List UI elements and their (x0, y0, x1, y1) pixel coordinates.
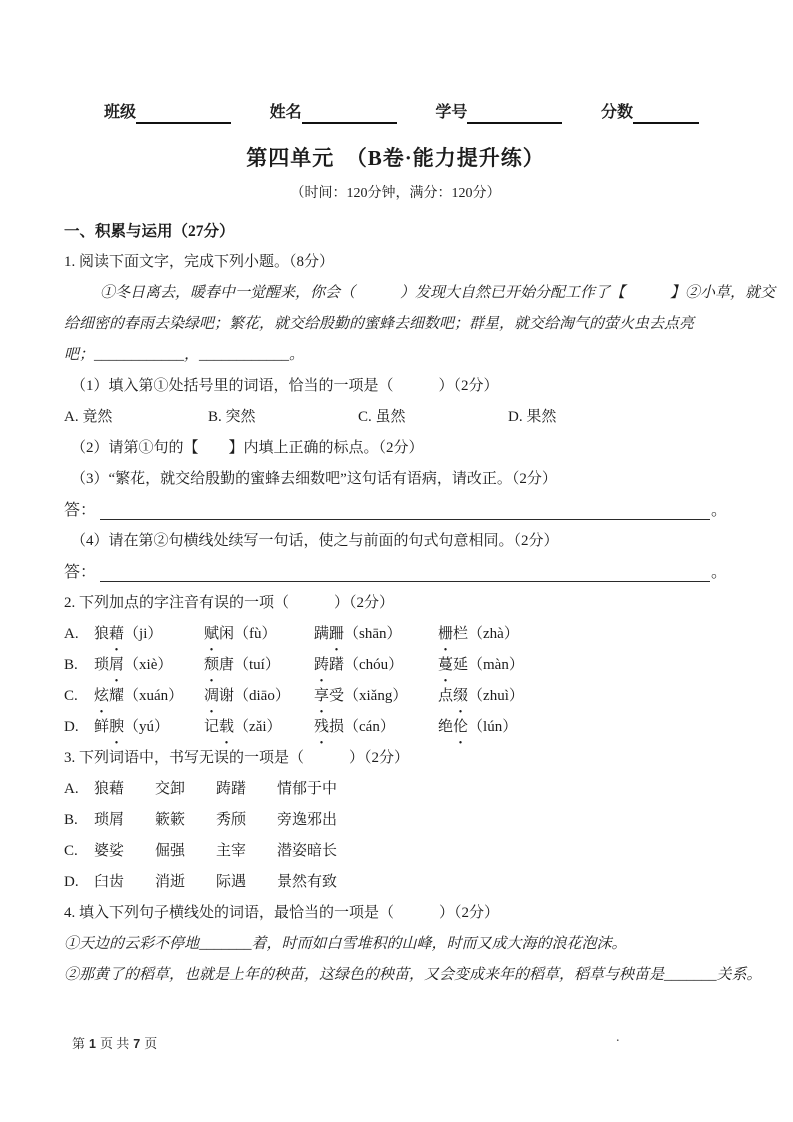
pinyin-item (438, 650, 524, 681)
footer-prefix: 第 (72, 1036, 86, 1051)
q1-passage-line-2: 给细密的春雨去染绿吧；繁花，就交给殷勤的蜜蜂去细数吧；群星，就交给淘气的萤火虫去点亮 (64, 316, 695, 332)
field-class (104, 98, 231, 124)
footer-total-pages: 7 (133, 1037, 141, 1051)
pinyin-text: 栏（zhà） (453, 626, 519, 642)
word-item: 情郁于中 (277, 781, 338, 797)
word-item: 主宰 (216, 843, 247, 859)
pinyin-item (314, 681, 438, 712)
field-name (270, 98, 397, 124)
q1-sub1-options (64, 402, 727, 433)
pinyin-text: （zhuì） (468, 688, 524, 704)
word-item: 倔强 (155, 843, 186, 859)
option-key: A. (64, 626, 79, 642)
page-title: 第四单元 （B卷·能力提升练） (246, 146, 545, 170)
pinyin-item (314, 619, 438, 650)
pinyin-text: 躇（chóu） (329, 657, 404, 673)
q3-option-row-c (64, 836, 727, 867)
stray-dot-mark: . (616, 1030, 620, 1045)
field-student-id-label: 学号 (435, 104, 468, 121)
dotted-char: 腴 (109, 719, 125, 735)
word-item: 潜姿暗长 (277, 843, 338, 859)
plain-char: 点 (438, 688, 454, 704)
dotted-char: 凋 (204, 688, 220, 704)
word-item: 簌簌 (155, 812, 186, 828)
dotted-char: 藉 (109, 626, 125, 642)
answer-blank-line (100, 495, 710, 520)
option-key: D. (64, 874, 79, 890)
pinyin-text: （yú） (124, 719, 170, 735)
field-score-label: 分数 (600, 104, 633, 121)
pinyin-item (94, 681, 204, 712)
dotted-char: 颓 (204, 657, 220, 673)
q1-stem: 1. 阅读下面文字，完成下列小题。（8分） (64, 254, 335, 270)
q2-option-row-b (64, 650, 727, 681)
pinyin-text: 谢（diāo） (219, 688, 290, 704)
answer-blank-line (100, 557, 710, 582)
word-item: 旁逸邪出 (277, 812, 338, 828)
plain-char: 狼 (94, 626, 110, 642)
word-item: 狼藉 (94, 781, 125, 797)
word-item: 景然有致 (277, 874, 338, 890)
option-d: D. 果然 (508, 409, 557, 425)
pinyin-text: （shān） (344, 626, 402, 642)
option-key: B. (64, 812, 78, 828)
field-student-id (435, 98, 562, 124)
header-fields-row (104, 98, 699, 124)
pinyin-text: 耀（xuán） (109, 688, 184, 704)
q3-option-row-b (64, 805, 727, 836)
field-student-id-blank-line (467, 104, 562, 124)
pinyin-item (94, 712, 204, 743)
q2-option-row-d (64, 712, 727, 743)
option-b: B. 突然 (208, 409, 256, 425)
pinyin-item (438, 712, 517, 743)
pinyin-text: 受（xiǎng） (329, 688, 408, 704)
pinyin-text: 延（màn） (453, 657, 524, 673)
q1-sub3-answer-row (64, 495, 727, 526)
pinyin-text: 损（cán） (329, 719, 395, 735)
word-item: 际遇 (216, 874, 247, 890)
pinyin-item (314, 712, 438, 743)
dotted-char: 踌 (314, 657, 330, 673)
section-heading: 一、积累与运用（27分） (64, 223, 235, 240)
option-key: B. (64, 657, 78, 673)
answer-label: 答： (64, 564, 97, 581)
page-footer (72, 1034, 157, 1054)
plain-char: 琐 (94, 657, 110, 673)
pinyin-text: （zǎi） (234, 719, 282, 735)
word-item: 消逝 (155, 874, 186, 890)
dotted-char: 跚 (329, 626, 345, 642)
answer-period: 。 (710, 564, 727, 581)
field-score-blank-line (633, 104, 699, 124)
q1-passage-line-3: 吧；____________，____________。 (64, 347, 305, 363)
plain-char: 蹒 (314, 626, 330, 642)
q1-sub4-answer-row (64, 557, 727, 588)
q2-option-row-c (64, 681, 727, 712)
dotted-char: 栅 (438, 626, 454, 642)
dotted-char: 屑 (109, 657, 125, 673)
option-key: A. (64, 781, 79, 797)
pinyin-item (94, 619, 204, 650)
field-name-label: 姓名 (269, 104, 302, 121)
option-key: C. (64, 843, 78, 859)
q3-option-row-d (64, 867, 727, 898)
dotted-char: 残 (314, 719, 330, 735)
dotted-char: 享 (314, 688, 330, 704)
q4-stem: 4. 填入下列句子横线处的词语，最恰当的一项是（ ）（2分） (64, 905, 500, 921)
word-item: 婆娑 (94, 843, 125, 859)
footer-middle: 页 共 (99, 1036, 130, 1051)
option-c: C. 虽然 (358, 409, 406, 425)
q1-sub2-stem: （2）请第①句的【 】内填上正确的标点。（2分） (71, 440, 424, 456)
field-name-blank-line (302, 104, 397, 124)
exam-meta: （时间：120分钟，满分：120分） (290, 186, 501, 201)
plain-char: 绝 (438, 719, 454, 735)
dotted-char: 炫 (94, 688, 110, 704)
q1-sub1-stem: （1）填入第①处括号里的词语，恰当的一项是（ ）（2分） (71, 378, 499, 394)
dotted-char: 赋 (204, 626, 220, 642)
plain-char: 鲜 (94, 719, 110, 735)
pinyin-item (438, 681, 524, 712)
q2-stem: 2. 下列加点的字注音有误的一项（ ）（2分） (64, 595, 395, 611)
option-key: D. (64, 719, 79, 735)
option-a: A. 竟然 (64, 409, 113, 425)
footer-page-number: 1 (89, 1037, 96, 1051)
answer-period: 。 (710, 502, 727, 519)
footer-suffix: 页 (144, 1036, 158, 1051)
pinyin-text: 唐（tuí） (219, 657, 280, 673)
word-item: 秀颀 (216, 812, 247, 828)
pinyin-item (204, 681, 314, 712)
dotted-char: 伦 (453, 719, 469, 735)
dotted-char: 缀 (453, 688, 469, 704)
plain-char: 记 (204, 719, 220, 735)
pinyin-item (94, 650, 204, 681)
dotted-char: 载 (219, 719, 235, 735)
dotted-char: 蔓 (438, 657, 454, 673)
q4-sentence-1: ①天边的云彩不停地_______着，时而如白雪堆积的山峰，时而又成大海的浪花泡沫。 (64, 936, 627, 952)
pinyin-item (314, 650, 438, 681)
pinyin-item (204, 712, 314, 743)
pinyin-item (438, 619, 519, 650)
q3-stem: 3. 下列词语中，书写无误的一项是（ ）（2分） (64, 750, 410, 766)
word-item: 交卸 (155, 781, 186, 797)
field-class-label: 班级 (104, 104, 137, 121)
pinyin-item (204, 650, 314, 681)
pinyin-text: （lún） (468, 719, 518, 735)
field-class-blank-line (136, 104, 231, 124)
pinyin-text: 闲（fù） (219, 626, 277, 642)
q1-passage-line-1: ①冬日离去，暖春中一觉醒来，你会（ ）发现大自然已开始分配工作了【 】②小草，就交 (100, 285, 776, 301)
pinyin-text: （xiè） (124, 657, 173, 673)
pinyin-text: （ji） (124, 626, 163, 642)
q1-sub4-stem: （4）请在第②句横线处续写一句话，使之与前面的句式句意相同。（2分） (71, 533, 559, 549)
word-item: 踌躇 (216, 781, 247, 797)
q1-sub3-stem: （3）“繁花，就交给殷勤的蜜蜂去细数吧”这句话有语病，请改正。（2分） (71, 471, 557, 487)
field-score (601, 98, 699, 124)
word-item: 臼齿 (94, 874, 125, 890)
word-item: 琐屑 (94, 812, 125, 828)
q4-sentence-2: ②那黄了的稻草，也就是上年的秧苗，这绿色的秧苗，又会变成来年的稻草，稻草与秧苗是_______关系。 (64, 967, 762, 983)
option-key: C. (64, 688, 78, 704)
answer-label: 答： (64, 502, 97, 519)
pinyin-item (204, 619, 314, 650)
q3-option-row-a (64, 774, 727, 805)
q2-option-row-a (64, 619, 727, 650)
